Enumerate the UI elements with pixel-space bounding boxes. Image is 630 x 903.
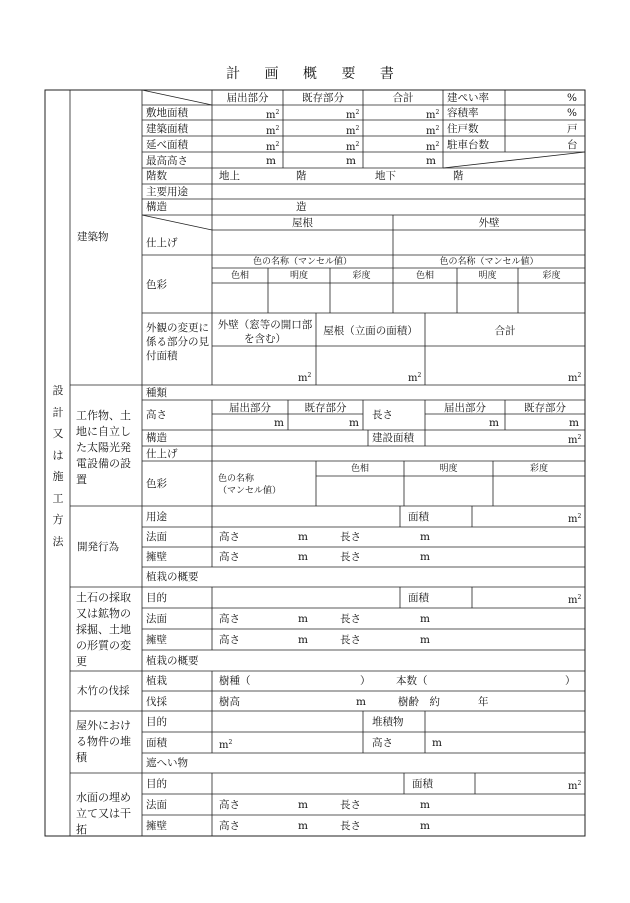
row-floor-area: 延べ面積 <box>146 139 188 151</box>
col-existing: 既存部分 <box>302 92 344 104</box>
unit-m: m <box>489 417 499 429</box>
length-label: 長さ <box>340 634 361 646</box>
area-label: 面積 <box>408 592 429 604</box>
unit-m: m <box>420 634 430 646</box>
unit-m: m <box>356 696 366 708</box>
row-max-height: 最高高さ <box>146 155 188 167</box>
unit-m: m <box>569 417 579 429</box>
height-label: 高さ <box>219 531 240 543</box>
color-name-wall: 色の名称（マンセル値） <box>439 257 539 267</box>
wall-header: 外壁 <box>478 217 500 229</box>
storage-label: 屋外における物件の堆積 <box>76 719 131 764</box>
age-label: 樹齢 約 <box>398 696 440 708</box>
planting-label: 植栽の概要 <box>146 571 199 583</box>
value: 明度 <box>439 464 458 474</box>
height-label: 高さ <box>146 409 167 421</box>
unit-m2: $m^2$ <box>266 125 280 137</box>
unit-m: m <box>266 155 276 167</box>
unit-m2: $m^2$ <box>426 109 440 121</box>
unit-m2: $m^2$ <box>408 372 422 384</box>
structure-label: 構造 <box>146 201 167 213</box>
unit-m2: $m^2$ <box>426 125 440 137</box>
area-label: 面積 <box>412 778 433 790</box>
page-title: 計 画 概 要 書 <box>226 66 404 82</box>
planting-label: 植栽の概要 <box>146 655 199 667</box>
unit-m: m <box>420 531 430 543</box>
reported: 届出部分 <box>229 402 271 414</box>
length-label: 長さ <box>372 409 393 421</box>
facade-roof: 屋根（立面の面積） <box>323 325 418 337</box>
close-paren: ） <box>360 675 371 687</box>
unit-m2: $m^2$ <box>346 109 360 121</box>
hue: 色相 <box>415 271 434 281</box>
use-label: 用途 <box>146 511 167 523</box>
roof-header: 屋根 <box>292 217 313 229</box>
unit-m2: $m^2$ <box>266 141 280 153</box>
length-label: 長さ <box>340 613 361 625</box>
chroma: 彩度 <box>529 464 548 474</box>
unit-m: m <box>298 634 308 646</box>
color-name-munsell: （マンセル値） <box>218 486 282 496</box>
height-label: 高さ <box>219 799 240 811</box>
col-reported: 届出部分 <box>226 92 269 104</box>
screen-label: 遮へい物 <box>146 757 188 769</box>
ratio-far: 容積率 <box>447 107 479 119</box>
slope-label: 法面 <box>146 613 167 625</box>
facade-total: 合計 <box>494 325 516 337</box>
unit-m: m <box>298 799 308 811</box>
area-label: 面積 <box>146 737 167 749</box>
floors-below: 地下 <box>375 170 396 182</box>
unit-m: m <box>420 799 430 811</box>
unit-m: m <box>298 531 308 543</box>
unit-m: m <box>420 613 430 625</box>
unit-dai: 台 <box>567 139 578 151</box>
unit-m2: $m^2$ <box>568 780 582 792</box>
unit-pct: % <box>567 92 577 104</box>
species-label: 樹種（ <box>219 675 251 687</box>
purpose-label: 目的 <box>146 716 167 728</box>
floor-unit: 階 <box>296 170 307 182</box>
height-label: 高さ <box>219 551 240 563</box>
purpose-label: 目的 <box>146 592 167 604</box>
unit-ko: 戸 <box>567 123 578 135</box>
structure-section-label: 工作物、土地に自立した太陽光発電設備の設置 <box>76 409 131 486</box>
earth-label: 土石の採取又は鉱物の採掘、土地の形質の変更 <box>76 591 131 668</box>
floor-unit: 階 <box>453 170 464 182</box>
slope-label: 法面 <box>146 799 167 811</box>
purpose-label: 目的 <box>146 778 167 790</box>
plant-label: 植栽 <box>146 675 167 687</box>
color-name-roof: 色の名称（マンセル値） <box>252 257 352 267</box>
year-label: 年 <box>478 696 489 708</box>
wall-label: 擁壁 <box>146 820 167 832</box>
count-label: 本数（ <box>396 675 428 687</box>
existing: 既存部分 <box>304 402 347 414</box>
trees-label: 木竹の伐採 <box>77 685 130 697</box>
length-label: 長さ <box>340 531 361 543</box>
wall-label: 擁壁 <box>146 634 167 646</box>
ratio-parking: 駐車台数 <box>447 139 489 151</box>
side-label: 設計又は施工方法 <box>52 384 64 548</box>
close-paren: ） <box>565 675 576 687</box>
tree-height-label: 樹高 <box>219 696 240 708</box>
length-label: 長さ <box>340 551 361 563</box>
hue: 色相 <box>350 464 369 474</box>
unit-m2: $m^2$ <box>266 109 280 121</box>
height-label: 高さ <box>219 634 240 646</box>
row-site-area: 敷地面積 <box>146 107 188 119</box>
unit-m2: $m^2$ <box>568 513 582 525</box>
unit-m2: $m^2$ <box>346 141 360 153</box>
height-label: 高さ <box>372 737 393 749</box>
unit-m2: $m^2$ <box>568 434 582 446</box>
color-label: 色彩 <box>146 478 167 490</box>
kind-label: 種類 <box>146 387 167 399</box>
color-label: 色彩 <box>146 279 167 291</box>
length-label: 長さ <box>340 820 361 832</box>
value: 明度 <box>478 271 497 281</box>
length-label: 長さ <box>340 799 361 811</box>
reported: 届出部分 <box>444 402 486 414</box>
ratio-coverage: 建ぺい率 <box>447 92 489 104</box>
hue: 色相 <box>230 271 249 281</box>
slope-label: 法面 <box>146 531 167 543</box>
finish-label: 仕上げ <box>146 448 178 460</box>
unit-m: m <box>298 613 308 625</box>
water-label: 水面の埋め立て又は干拓 <box>76 791 131 836</box>
pile-label: 堆積物 <box>372 716 404 728</box>
unit-m: m <box>274 417 284 429</box>
area-label: 面積 <box>408 511 429 523</box>
existing: 既存部分 <box>524 402 566 414</box>
unit-m: m <box>298 551 308 563</box>
facade-wall: 外壁（窓等の開口部を含む） <box>217 319 313 345</box>
construct-label: 構造 <box>146 432 167 444</box>
wall-label: 擁壁 <box>146 551 167 563</box>
row-building-area: 建築面積 <box>146 123 188 135</box>
floors-label: 階数 <box>146 170 167 182</box>
use-label: 主要用途 <box>146 186 188 198</box>
value: 明度 <box>289 271 308 281</box>
chroma: 彩度 <box>542 271 561 281</box>
unit-m: m <box>426 155 436 167</box>
finish-label: 仕上げ <box>146 237 178 249</box>
development-label: 開発行為 <box>77 541 119 553</box>
chroma: 彩度 <box>352 271 371 281</box>
ratio-units: 住戸数 <box>447 123 479 135</box>
height-label: 高さ <box>219 613 240 625</box>
unit-m: m <box>346 155 356 167</box>
fell-label: 伐採 <box>146 696 167 708</box>
unit-m2: $m^2$ <box>568 594 582 606</box>
unit-m2: $m^2$ <box>219 739 233 751</box>
floors-above: 地上 <box>219 170 240 182</box>
unit-m: m <box>349 417 359 429</box>
facade-label: 外観の変更に係る部分の見付面積 <box>146 322 209 362</box>
unit-m2: $m^2$ <box>298 372 312 384</box>
structure-suffix: 造 <box>296 201 307 213</box>
col-total: 合計 <box>392 92 414 104</box>
color-name: 色の名称 <box>218 474 255 484</box>
unit-pct: % <box>567 107 577 119</box>
unit-m: m <box>432 737 442 749</box>
unit-m2: $m^2$ <box>568 372 582 384</box>
unit-m2: $m^2$ <box>346 125 360 137</box>
unit-m: m <box>420 551 430 563</box>
building-label: 建築物 <box>77 231 109 243</box>
unit-m: m <box>298 820 308 832</box>
height-label: 高さ <box>219 820 240 832</box>
build-area-label: 建設面積 <box>372 432 414 444</box>
unit-m: m <box>420 820 430 832</box>
unit-m2: $m^2$ <box>426 141 440 153</box>
